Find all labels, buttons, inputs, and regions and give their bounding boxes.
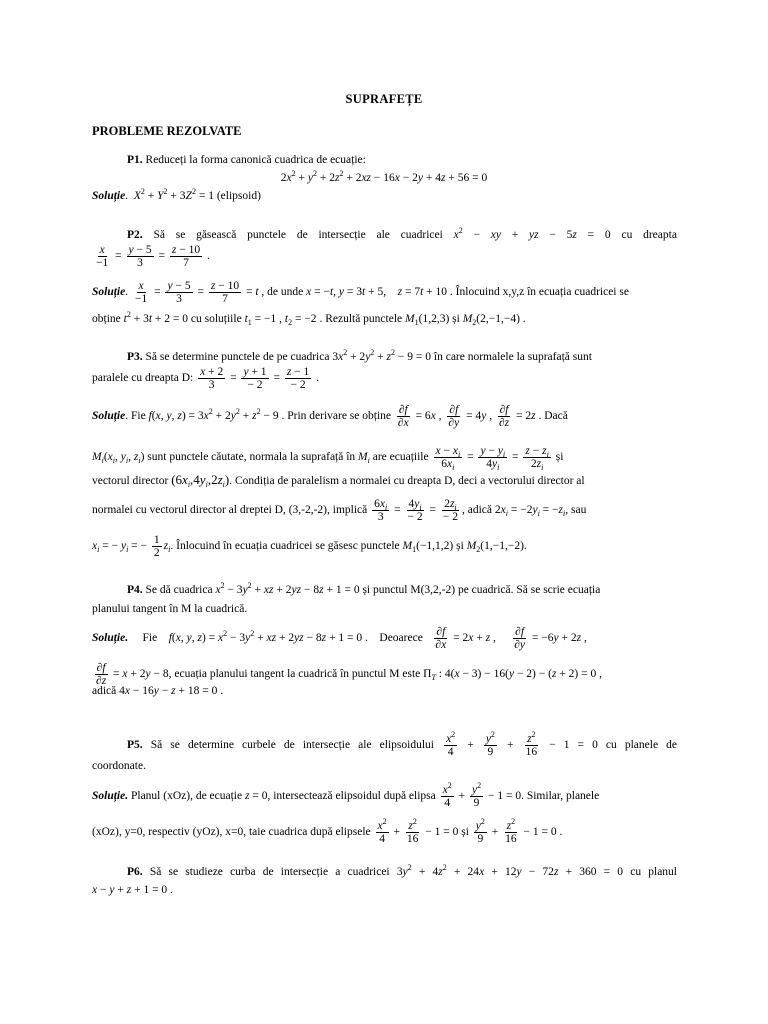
p1-solution-label: Soluție (92, 190, 126, 202)
p4-solution-line1: Soluție. Fie f(x, y, $z) = x^2 - 3y^2$ + xz + 2yz − 8z + 1 = 0 . Deoarece $\frac{\partial f}{\partial x}$ = 2x + z , $\frac{\partial f}{\partial y}$ = −6y + 2z , (92, 626, 587, 651)
p3-if: . Dacă (538, 410, 568, 423)
p1-equation: $2x^2 + y^2 + 2z^2 + 2xz - 16x - 2y + 4z + 56 = 0$ (280, 169, 488, 184)
p5-sol-text: Planul (xOz), de ecuație (130, 790, 243, 803)
p4-text-2: și punctul M(3,2,-2) pe cuadrică. Să se scrie ecuația (362, 584, 601, 596)
p3-or: , sau (565, 504, 587, 517)
p5-text: Să se determine curbele de intersecție ale elipsoidului (150, 739, 434, 752)
p4-tangent: , ecuația planului tangent la cuadrică în punctul M este (168, 668, 421, 681)
p6-label: P6. (127, 866, 143, 878)
p3-and: și (555, 451, 564, 464)
p3-text-2: în care normalele la suprafață sunt (433, 351, 592, 363)
p6-plane-equation: x − y + z + 1 = 0 . (92, 884, 173, 896)
p3-and-2: și (456, 540, 464, 553)
p2-statement: P2. Să se găsească punctele de intersecție ale cuadricei $x^2$ − xy + yz − 5z = 0 cu dreapta (127, 226, 677, 241)
p4-let: Fie (142, 632, 158, 645)
p1-statement (127, 153, 712, 167)
p5-similar: . Similar, planele (521, 790, 600, 803)
p4-statement-line2: planului tangent în M la cuadrică. (92, 603, 248, 615)
p2-text: Să se găsească punctele de intersecție ale cuadricei (153, 229, 443, 241)
p2-solution-line2: obține $t^2 + 3t + 2 = 0$ cu soluțiile $t_1 = -1$ , $t_2 = -2$ . Rezultă punctele $M_1(1,2,3)$ și $M_2(2,-1,-4)$ . (92, 310, 526, 327)
p3-equations: are ecuațiile (372, 451, 429, 464)
p2-solution-line1: Soluție. $\frac{x}{-1}$ = $\frac{y - 5}{3}$ = $\frac{z - 10}{7}$ = t , de unde x = −t, y = 3t + 5, z = 7t + 10 . Înlocuind x,y,z în ecuația cuadricei se (92, 280, 629, 305)
p3-let: Fie (130, 410, 146, 423)
p2-with-line: cu dreapta (621, 229, 677, 241)
p5-solution-line2: (xOz), y=0, respectiv (yOz), x=0, taie cuadrica după elipsele $\frac{x^2}{4}$ + $\frac{z^2}{16}$ − 1 = 0 și $\frac{y^2}{9}$ + $\frac{z^2}{16}$ − 1 = 0 . (92, 817, 563, 845)
p3-statement: P3. Să se determine punctele de pe cuadrica $3x^2 + 2y^2 + z^2 - 9 = 0$ în care normalele la suprafață sunt (127, 348, 592, 363)
p5-text-2: cu planele de (605, 739, 677, 752)
p5-solution-label: Soluție. (92, 790, 129, 803)
p4-solution-label: Soluție. (92, 632, 129, 645)
p4-solution-line2: $\frac{\partial f}{\partial z}$ = x + 2y − 8, ecuația planului tangent la cuadrică în punctul M este $\Pi_T$ : 4(x − 3) − 16(y − 2) − (z + 2) = 0 , (96, 662, 602, 687)
p2-text-solutions: cu soluțiile (190, 313, 242, 325)
p5-planes: (xOz), y=0, respectiv (yOz), x=0, taie cuadrica după elipsele (92, 826, 371, 839)
p3-replacing: . Înlocuind în ecuația cuadricei se găsesc punctele (170, 540, 400, 553)
p3-solution-line4: normalei cu vectorul director al dreptei D, (3,-2,-2), implică $\frac{6x_i}{3}$ = $\frac{4y_i}{- 2}$ = $\frac{2z_i}{- 2}$ , adică $2x_i = -2y_i = -z_i$, sau (92, 498, 587, 523)
p4-that-is: adică (92, 685, 117, 697)
p5-sol-text-2: , intersectează elipsoidul după elipsa (267, 790, 436, 803)
p3-points-found: sunt punctele căutate, normala la suprafață în (147, 451, 356, 464)
p2-text-from: , de unde (261, 286, 304, 299)
p4-since: Deoarece (379, 632, 423, 645)
p5-statement-line2: coordonate. (92, 760, 146, 772)
p2-label: P2. (127, 229, 143, 241)
p3-solution-line1: Soluție. Fie f(x, y, $z) = 3x^2 + 2y^2 + z^2 - 9$ . Prin derivare se obține $\frac{\partial f}{\partial x}$ = 6x , $\frac{\partial f}{\partial y}$ = 4y , $\frac{\partial f}{\partial z}$ = 2z . Dacă (92, 404, 568, 429)
p3-normal-line: normalei cu vectorul director al dreptei D, (3,-2,-2), implică (92, 504, 368, 517)
p2-solution-label: Soluție (92, 286, 126, 299)
p1-solution-note: (elipsoid) (216, 190, 261, 202)
p1-label: P1. (127, 154, 143, 166)
section-heading: PROBLEME REZOLVATE (92, 124, 242, 138)
p3-line2: paralele cu dreapta D: (92, 372, 194, 385)
p3-solution-line2: $M_i(x_i$, $y_i$, $z_i$) sunt punctele căutate, normala la suprafață în $M_i$ are ecuațiile $\frac{x - x_i}{6x_i}$ = $\frac{y - y_i}{4y_i}$ = $\frac{z - z_i}{2z_i}$ și (92, 445, 564, 472)
p3-derive: . Prin derivare se obține (281, 410, 392, 423)
p2-line-equation: $\frac{x}{-1}$ = $\frac{y - 5}{3}$ = $\frac{z - 10}{7}$ . (96, 244, 210, 269)
p2-and: și (452, 313, 460, 325)
p4-statement: P4. Se dă cuadrica $x^2 - 3y^2$ + xz + 2yz − 8z + 1 = 0 și punctul M(3,2,-2) pe cuadrică. Să se scrie ecuația (127, 581, 601, 596)
p5-statement: P5. Să se determine curbele de intersecție ale elipsoidului $\frac{x^2}{4}$ + $\frac{y^2}{9}$ + $\frac{z^2}{16}$ − 1 = 0 cu planele de (127, 730, 677, 758)
p6-text-2: cu planul (630, 866, 677, 878)
p5-and: și (461, 826, 469, 839)
p6-statement: P6. Să se studieze curba de intersecție a cuadricei $3y^2 + 4z^2 + 24x + 12y - 72z + 360 = 0$ cu planul (127, 863, 677, 878)
p4-solution-line3: adică 4x − 16y − z + 18 = 0 . (92, 685, 224, 697)
p5-solution-line1: Soluție. Planul (xOz), de ecuație z = 0, intersectează elipsoidul după elipsa $\frac{x^2}{4}$ + $\frac{y^2}{9}$ − 1 = 0. Similar, planele (92, 781, 600, 809)
p3-line-equation: paralele cu dreapta D: $\frac{x + 2}{3}$ = $\frac{y + 1}{- 2}$ = $\frac{z - 1}{- 2}$ . (92, 366, 320, 391)
page-title: SUPRAFEȚE (345, 92, 423, 106)
p3-solution-label: Soluție (92, 410, 126, 423)
p3-solution-line5: $x_i$ = − $y_i$ = − $\frac{1}{2}$ $z_i$. Înlocuind în ecuația cuadricei se găsesc punctele $M_1(-1,1,2)$ și $M_2(1,-1,-2)$. (92, 534, 527, 559)
p3-text: Să se determine punctele de pe cuadrica (145, 351, 330, 363)
p4-text: Se dă cuadrica (145, 584, 213, 596)
p3-director: vectorul director (92, 475, 169, 487)
p2-text-replace: . Înlocuind x,y,z în ecuația cuadricei se (449, 286, 629, 299)
p2-text-obtain: obține (92, 313, 121, 325)
p4-label: P4. (127, 584, 143, 596)
p2-text-result: . Rezultă punctele (319, 313, 403, 325)
p1-solution: Soluție. $X^2 + Y^2 + 3Z^2 = 1$ (elipsoid) (92, 187, 261, 202)
p1-text: Reduceți la forma canonică cuadrica de ecuație: (145, 154, 366, 166)
p3-label: P3. (127, 351, 143, 363)
p6-text: Să se studieze curba de intersecție a cuadricei (149, 866, 390, 878)
p3-solution-line3: vectorul director $(6x_i,4y_i,2z_i)$. Condiția de paralelism a normalei cu dreapta D, deci a vectorului director al (92, 472, 585, 489)
p3-parallel-cond: . Condiția de paralelism a normalei cu dreapta D, deci a vectorului director al (229, 475, 585, 487)
p5-label: P5. (127, 739, 143, 752)
p3-that-is: , adică (461, 504, 492, 517)
